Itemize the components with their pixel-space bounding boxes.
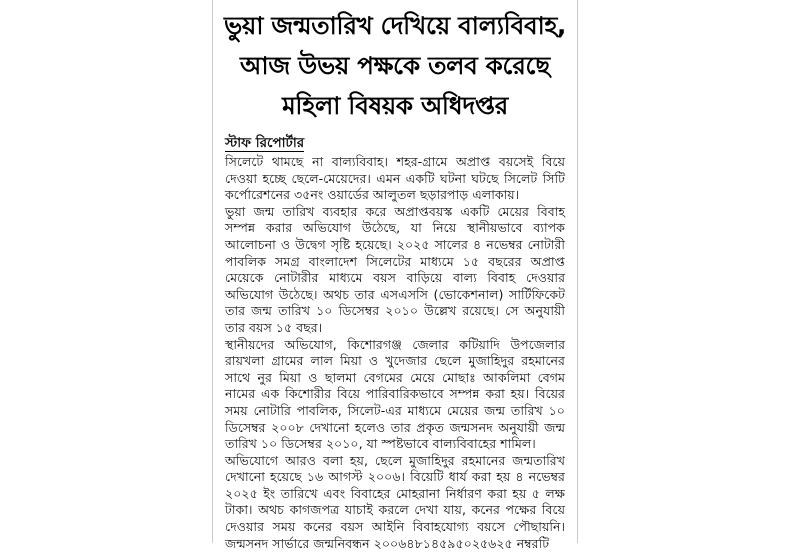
newspaper-clipping [212, 0, 578, 551]
headline: ভুয়া জন্মতারিখ দেখিয়ে বাল্যবিবাহ, আজ উভয় পক্ষকে তলব করেছে মহিলা বিষয়ক অধিদপ্তর [223, 11, 567, 120]
paragraph-2: ভুয়া জন্ম তারিখ ব্যবহার করে অপ্রাপ্তবয়স্ক একটি মেয়ের বিবাহ সম্পন্ন করার অভিযোগ উঠেছে, যা নিয়ে স্থানীয়ভাবে ব্যাপক আলোচনা ও উদ্বেগ সৃষ্টি হয়েছে। ২০২৫ সালের ৪ নভেম্বর নোটারী পাবলিক সমগ্র বাংলাদেশ সিলেটের মাধ্যমে ১৫ বছরের অপ্রাপ্ত মেয়েকে নোটারীর মাধ্যমে বয়স বাড়িয়ে বাল্য বিবাহ দেওয়ার অভিযোগ উঠেছে। অথচ তার এসএসসি (ভোকেশনাল) সার্টিফিকেট তার জন্ম তারিখ ১০ ডিসেম্বর ২০১০ উল্লেখ রয়েছে। সে অনুযায়ী তার বয়স ১৫ বছর। [225, 203, 565, 335]
article-body [225, 154, 565, 552]
byline-container [225, 132, 577, 152]
paragraph-1: সিলেটে থামছে না বাল্যবিবাহ। শহর-গ্রামে অপ্রাপ্ত বয়সেই বিয়ে দেওয়া হচ্ছে ছেলে-মেয়েদের। এমন একটি ঘটনা ঘটছে সিলেট সিটি কর্পোরেশনের ৩৫নং ওয়ার্ডের আলুতল ছড়ারপাড় এলাকায়। [225, 154, 565, 203]
byline: স্টাফ রিপোর্টার [225, 135, 305, 151]
paragraph-3: স্থানীয়দের অভিযোগ, কিশোরগঞ্জ জেলার কটিয়াদি উপজেলার রায়খলা গ্রামের লাল মিয়া ও খুদেজার ছেলে মুজাহিদুর রহমানের সাথে নুর মিয়া ও ছালমা বেগমের মেয়ে মোছাঃ আকলিমা বেগম নামের এক কিশোরীর বিয়ে পারিবারিকভাবে সম্পন্ন করা হয়। বিয়ের সময় নোটারি পাবলিক, সিলেট-এর মাধ্যমে মেয়ের জন্ম তারিখ ১০ ডিসেম্বর ২০০৮ দেখানো হলেও তার প্রকৃত জন্মসনদ অনুযায়ী জন্ম তারিখ ১০ ডিসেম্বর ২০১০, যা স্পষ্টভাবে বাল্যবিবাহের শামিল। [225, 336, 565, 452]
paragraph-4: অভিযোগে আরও বলা হয়, ছেলে মুজাহিদুর রহমানের জন্মতারিখ দেখানো হয়েছে ১৬ আগস্ট ২০০৬। বিয়েটি ধার্য করা হয় ৪ নভেম্বর ২০২৫ ইং তারিখে এবং বিবাহের মোহরানা নির্ধারণ করা হয় ৫ লক্ষ টাকা। অথচ কাগজপত্র যাচাই করলে দেখা যায়, কনের পক্ষের বিয়ে দেওয়ার সময় কনের বয়স আইনি বিবাহযোগ্য বয়সে পৌছায়নি। জন্মসনদ সার্ভারে জন্মনিবন্ধন ২০০৬৪৮১৪৫৯৫০২৫৬২৫ নম্বরটি [225, 452, 565, 551]
